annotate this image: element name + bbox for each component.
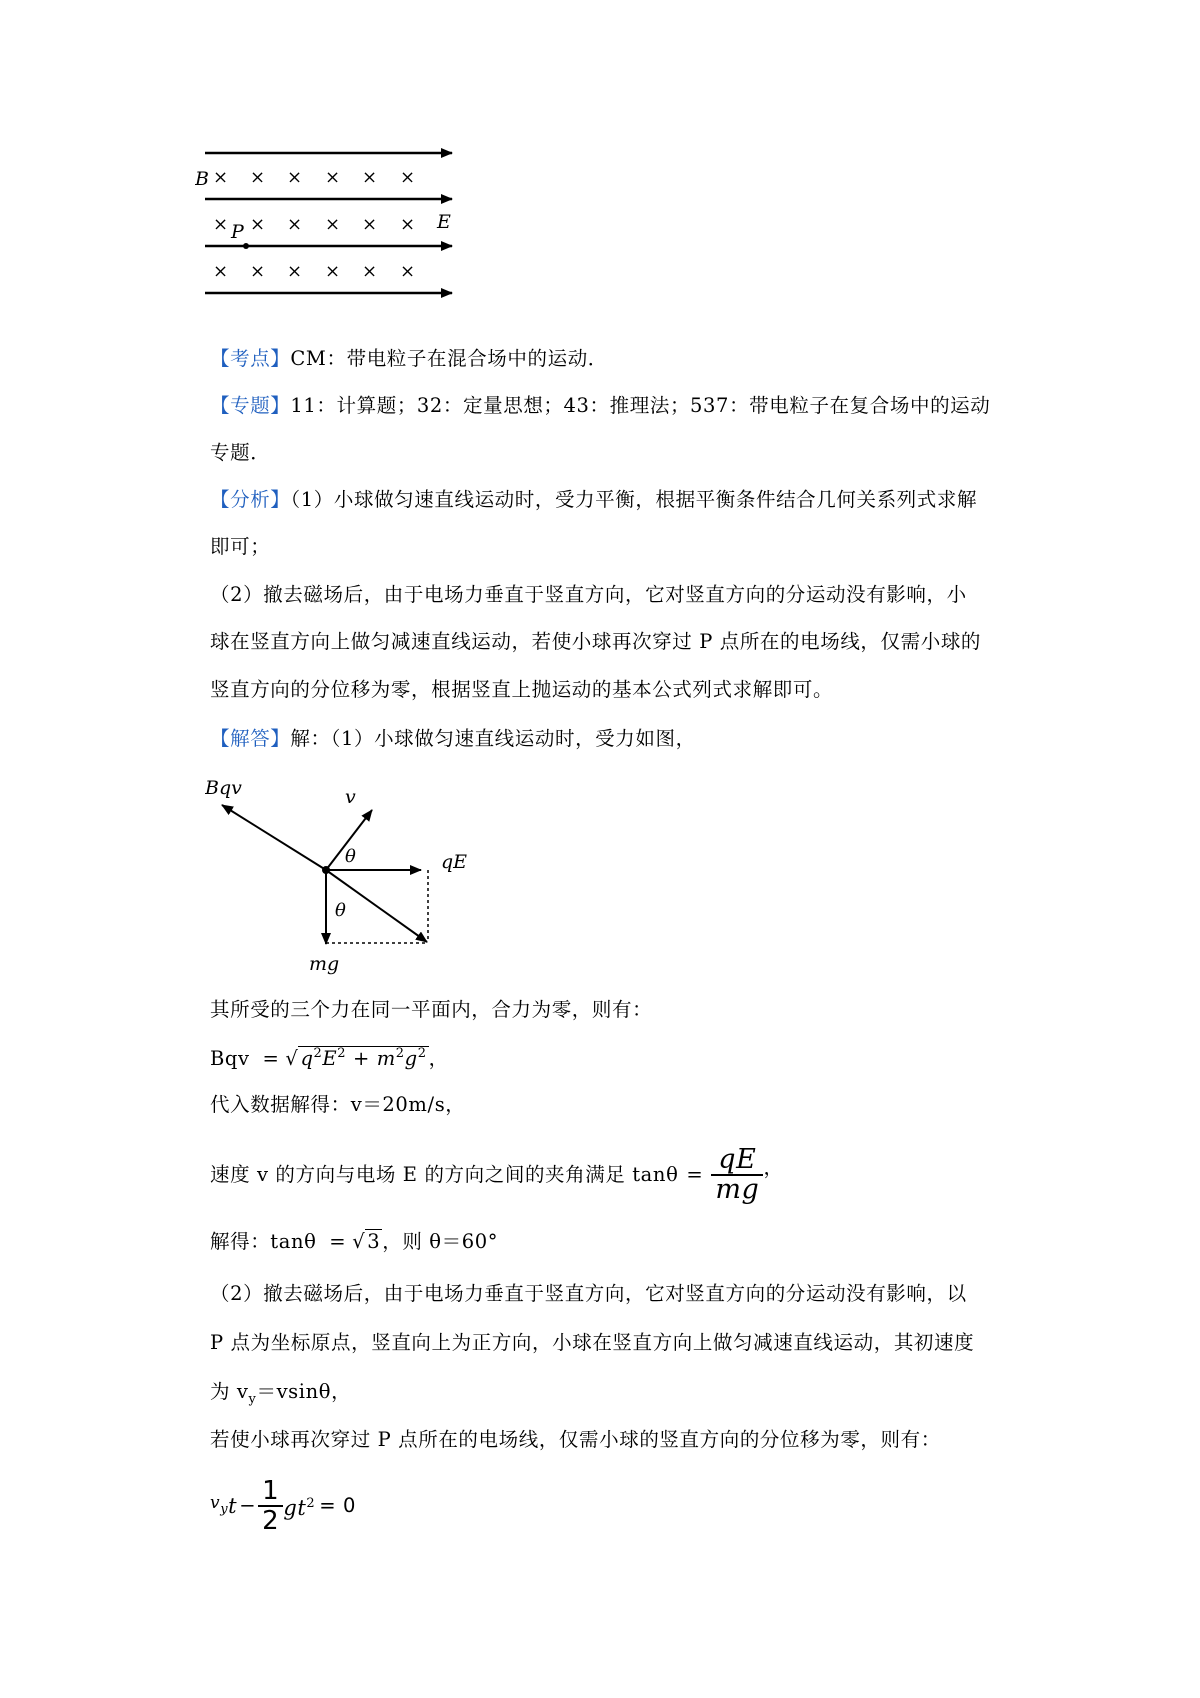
sqrt-expression: √ $q^2E^2 + m^2g^2$ (285, 1046, 427, 1070)
label-v: v (345, 786, 356, 808)
cross-mark: × (325, 214, 341, 235)
solution-line-8 (210, 1380, 351, 1412)
field-diagram (195, 140, 475, 315)
jieda-text: 解：（1）小球做匀速直线运动时，受力如图， (290, 727, 696, 750)
kaodian-line (210, 347, 608, 371)
cross-mark: × (213, 167, 229, 188)
half-numerator: 1 (262, 1476, 280, 1506)
fraction-qe-mg (711, 1144, 763, 1205)
zhuanti-text: 11：计算题；32：定量思想；43：推理法；537：带电粒子在复合场中的运动 (290, 394, 991, 417)
vy-prefix: 为 v (210, 1380, 249, 1403)
cross-mark: × (400, 214, 416, 235)
kaodian-text: CM：带电粒子在混合场中的运动． (290, 347, 608, 370)
vy-subscript: y (248, 1392, 257, 1407)
force-diagram (205, 770, 485, 980)
solution-line-6: （2）撤去磁场后，由于电场力垂直于竖直方向，它对竖直方向的分运动没有影响，以 (210, 1282, 967, 1305)
fraction-half (258, 1476, 283, 1536)
label-E: E (437, 211, 451, 233)
fraction-denominator: mg (711, 1174, 763, 1202)
eq-sign: = (262, 1047, 280, 1070)
half-denominator: 2 (258, 1505, 283, 1533)
fenxi-text: （1）小球做匀速直线运动时，受力平衡，根据平衡条件结合几何关系列式求解 (290, 488, 978, 511)
cross-mark: × (287, 167, 303, 188)
cross-mark: × (250, 261, 266, 282)
particle-point (322, 866, 330, 874)
fraction-numerator: qE (718, 1144, 757, 1175)
label-mg: mg (309, 953, 340, 975)
eq-lhs: Bqv (210, 1047, 250, 1070)
label-bqv: Bqv (205, 777, 242, 799)
zhuanti-line-2: 专题． (210, 441, 271, 464)
cross-mark: × (287, 214, 303, 235)
jieda-tag: 【解答】 (210, 727, 291, 750)
cross-mark: × (213, 261, 229, 282)
cross-mark: × (400, 261, 416, 282)
point-P (243, 243, 249, 249)
solution-line-7: P 点为坐标原点，竖直向上为正方向，小球在竖直方向上做匀减速直线运动，其初速度 (210, 1331, 975, 1354)
eq-t: t (228, 1494, 238, 1518)
force-bqv-arrow (222, 805, 326, 870)
label-theta-1: θ (345, 846, 356, 867)
solution-equation-bqv (210, 1042, 449, 1071)
eq-gt2: $gt^2$ (283, 1496, 316, 1520)
label-P: P (231, 221, 244, 243)
fenxi-tag: 【分析】 (210, 488, 291, 511)
fenxi-p2-line-3: 竖直方向的分位移为零，根据竖直上抛运动的基本公式列式求解即可。 (210, 678, 834, 701)
eq-comma: ， (428, 1047, 449, 1070)
cross-mark: × (213, 214, 229, 235)
eq-zero: = 0 (319, 1494, 357, 1517)
cross-mark: × (362, 261, 378, 282)
cross-mark: × (362, 167, 378, 188)
eq-minus: − (239, 1494, 257, 1517)
solution-line-9: 若使小球再次穿过 P 点所在的电场线，仅需小球的竖直方向的分位移为零，则有： (210, 1428, 941, 1451)
result-eq: = (329, 1230, 347, 1253)
zhuanti-tag: 【专题】 (210, 394, 291, 417)
cross-mark: × (250, 214, 266, 235)
fenxi-line (210, 488, 977, 512)
label-theta-2: θ (335, 900, 346, 921)
zhuanti-line (210, 394, 990, 418)
label-B: B (195, 168, 209, 190)
jieda-line (210, 727, 696, 751)
label-qe: qE (441, 851, 468, 873)
fenxi-p2-line-1: （2）撤去磁场后，由于电场力垂直于竖直方向，它对竖直方向的分运动没有影响，小 (210, 583, 967, 606)
solution-final-equation (210, 1466, 356, 1546)
result-prefix: 解得：tanθ (210, 1230, 317, 1253)
solution-line-3: 代入数据解得：v＝20m/s， (210, 1093, 466, 1116)
cross-mark: × (325, 167, 341, 188)
solution-line-1: 其所受的三个力在同一平面内，合力为零，则有： (210, 998, 653, 1021)
fenxi-line-2: 即可； (210, 535, 271, 558)
sqrt-3: √ 3 (352, 1230, 381, 1253)
cross-mark: × (250, 167, 266, 188)
cross-mark: × (400, 167, 416, 188)
eq-vy: $v_y$ (210, 1492, 229, 1517)
kaodian-tag: 【考点】 (210, 347, 291, 370)
result-suffix: ，则 θ＝60° (382, 1230, 499, 1253)
tan-comma: ， (763, 1156, 784, 1179)
cross-mark: × (362, 214, 378, 235)
solution-line-5 (210, 1230, 498, 1254)
cross-mark: × (287, 261, 303, 282)
vy-suffix: ＝vsinθ， (256, 1380, 352, 1403)
tan-eq: = (686, 1163, 704, 1186)
tan-text: 速度 v 的方向与电场 E 的方向之间的夹角满足 tanθ (210, 1163, 679, 1186)
fenxi-p2-line-2: 球在竖直方向上做匀减速直线运动，若使小球再次穿过 P 点所在的电场线，仅需小球的 (210, 630, 982, 653)
cross-mark: × (325, 261, 341, 282)
solution-tan-line (210, 1142, 784, 1208)
